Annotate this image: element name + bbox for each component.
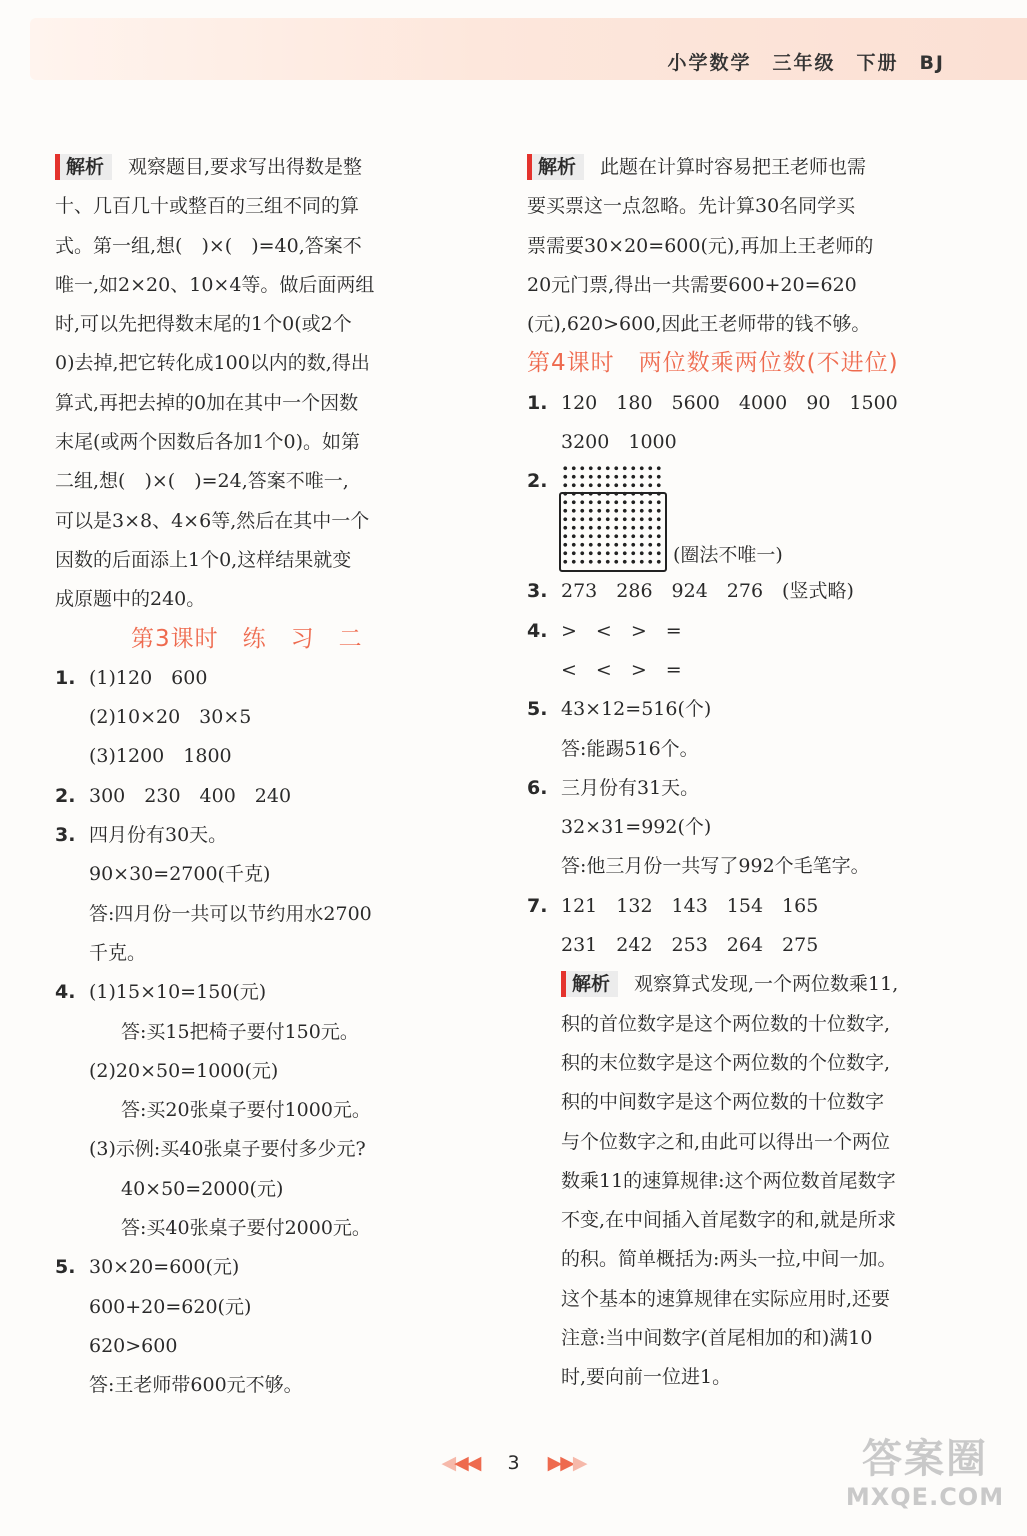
analysis-line: 唯一,如2×20、10×4等。做后面两组: [55, 273, 375, 296]
right-column: [527, 148, 967, 1398]
analysis-line: 20元门票,得出一共需要600+20=620: [527, 273, 857, 296]
analysis-line: 十、几百几十或整百的三组不同的算: [55, 195, 360, 218]
answer-item-4: 4. > < > = < < > =: [527, 612, 967, 691]
item-number: 4.: [55, 981, 76, 1004]
analysis-line: 此题在计算时容易把王老师也需: [600, 156, 867, 178]
analysis-line: 时,要向前一位进1。: [561, 1366, 732, 1389]
analysis-line: 成原题中的240。: [55, 588, 206, 611]
item-number: 5.: [527, 698, 548, 721]
prev-arrows-icon: ◀◀◀: [441, 1452, 480, 1474]
analysis-line: 因数的后面添上1个0,这样结果就变: [55, 548, 352, 571]
analysis-line: 注意:当中间数字(首尾相加的和)满10: [561, 1327, 873, 1350]
analysis-line: 式。第一组,想( )×( )=40,答案不: [55, 234, 362, 257]
analysis-tag: 解析: [527, 154, 584, 180]
analysis-tag: 解析: [55, 154, 112, 180]
analysis-line: 观察算式发现,一个两位数乘11,: [634, 973, 899, 996]
answer-item-7: 7. 121 132 143 154 165 231 242 253 264 275: [527, 887, 967, 966]
answer-item-4: 4. (1)15×10=150(元) 答:买15把椅子要付150元。 (2)20×50=1000(元) 答:买20张桌子要付1000元。 (3)示例:买40张桌子要付多少元? 40×50=2000(元) 答:买40张桌子要付2000元。: [55, 973, 485, 1248]
analysis-line: (元),620>600,因此王老师带的钱不够。: [527, 313, 871, 336]
analysis-block: [55, 148, 485, 620]
circled-region: [559, 492, 667, 572]
answer-item-3: 3. 273 286 924 276 (竖式略): [527, 572, 967, 611]
analysis-line: 积的末位数字是这个两位数的个位数字,: [561, 1051, 891, 1074]
analysis-line: 与个位数字之和,由此可以得出一个两位: [561, 1130, 891, 1153]
answer-item-3: 3. 四月份有30天。 90×30=2700(千克) 答:四月份一共可以节约用水2700 千克。: [55, 816, 485, 973]
analysis-line: 票需要30×20=600(元),再加上王老师的: [527, 234, 874, 257]
analysis-line: 这个基本的速算规律在实际应用时,还要: [561, 1287, 891, 1310]
section-title-lesson-3: 第3课时 练 习 二: [131, 625, 363, 652]
analysis-line: 积的中间数字是这个两位数的十位数字: [561, 1091, 885, 1114]
next-arrows-icon: ▶▶▶: [547, 1452, 586, 1474]
analysis-line: 不变,在中间插入首尾数字的和,就是所求: [561, 1209, 897, 1232]
site-watermark: 答案圈 MXQE.COM: [845, 1436, 1005, 1511]
item-number: 3.: [55, 824, 76, 847]
book-title: 小学数学 三年级 下册 BJ: [667, 52, 945, 74]
analysis-line: 积的首位数字是这个两位数的十位数字,: [561, 1012, 891, 1035]
analysis-line: 可以是3×8、4×6等,然后在其中一个: [55, 509, 370, 532]
section-title-lesson-4: 第4课时 两位数乘两位数(不进位): [527, 350, 899, 377]
analysis-line: 的积。简单概括为:两头一拉,中间一加。: [561, 1248, 897, 1271]
answer-item-1: 1. (1)120 600 (2)10×20 30×5 (3)1200 1800: [55, 659, 485, 777]
analysis-line: 观察题目,要求写出得数是整: [128, 156, 363, 178]
answer-item-5: 5. 30×20=600(元) 600+20=620(元) 620>600 答:王老师带600元不够。: [55, 1248, 485, 1405]
item-number: 3.: [527, 580, 548, 603]
item-number: 2.: [527, 470, 548, 493]
answer-item-2: [527, 462, 967, 572]
left-column: [55, 148, 485, 1406]
item-number: 1.: [55, 666, 76, 689]
answer-item-5: 5. 43×12=516(个) 答:能踢516个。: [527, 690, 967, 769]
item-number: 2.: [55, 784, 76, 807]
page-header: [30, 18, 1027, 80]
item-number: 4.: [527, 619, 548, 642]
item-number: 6.: [527, 776, 548, 799]
analysis-line: 二组,想( )×( )=24,答案不唯一,: [55, 470, 349, 493]
page-number: 3: [507, 1452, 520, 1474]
answer-item-6: 6. 三月份有31天。 32×31=992(个) 答:他三月份一共写了992个毛笔字。: [527, 769, 967, 887]
analysis-block: [527, 148, 967, 344]
answer-item-1: 1. 120 180 5600 4000 90 1500 3200 1000: [527, 384, 967, 463]
analysis-line: 算式,再把去掉的0加在其中一个因数: [55, 391, 359, 414]
item-number: 5.: [55, 1256, 76, 1279]
answer-item-2: 2. 300 230 400 240: [55, 777, 485, 816]
item-number: 1.: [527, 391, 548, 414]
analysis-line: 数乘11的速算规律:这个两位数首尾数字: [561, 1169, 896, 1192]
analysis-line: 末尾(或两个因数后各加1个0)。如第: [55, 431, 361, 454]
analysis-tag: 解析: [561, 971, 618, 997]
analysis-block: [527, 965, 967, 1397]
item-number: 7.: [527, 894, 548, 917]
analysis-line: 要买票这一点忽略。先计算30名同学买: [527, 195, 856, 218]
analysis-line: 时,可以先把得数末尾的1个0(或2个: [55, 313, 352, 336]
figure-note: (圈法不唯一): [673, 544, 783, 567]
analysis-line: 0)去掉,把它转化成100以内的数,得出: [55, 352, 370, 375]
